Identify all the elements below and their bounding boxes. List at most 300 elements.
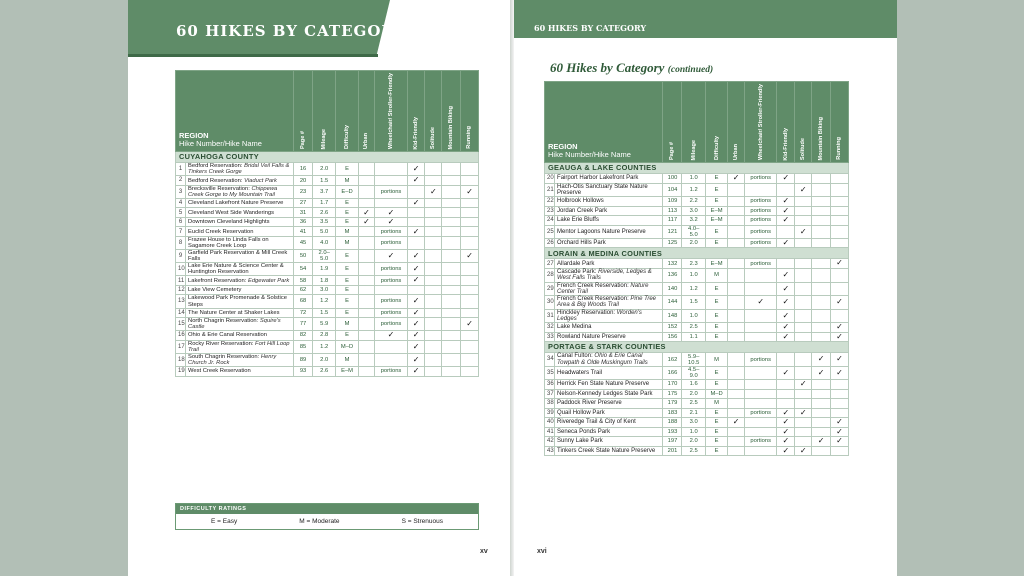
hike-name-cell	[555, 174, 663, 184]
mileage-cell: 5.9	[313, 318, 336, 331]
running-header	[514, 0, 897, 38]
hike-number: 19	[176, 367, 186, 377]
wheelchair-stroller-cell: portions	[745, 259, 777, 269]
difficulty-cell: E	[705, 296, 727, 310]
wheelchair-stroller-cell: portions	[375, 263, 407, 276]
wheelchair-stroller-cell: portions	[745, 206, 777, 216]
hike-row	[545, 309, 849, 323]
hike-number: 43	[545, 446, 555, 456]
kid-friendly-cell: ✓	[777, 366, 795, 379]
hike-name: Nelson-Kennedy Ledges State Park	[557, 390, 653, 397]
hike-name: Headwaters Trail	[557, 369, 603, 376]
hike-row	[545, 353, 849, 367]
solitude-cell	[795, 437, 812, 447]
wheelchair-stroller-cell	[375, 176, 407, 186]
mileage-cell: 5.0	[313, 227, 336, 237]
region-section-row	[545, 163, 849, 174]
left-page	[128, 0, 510, 576]
mileage-cell: 3.2	[682, 216, 705, 226]
urban-cell	[728, 446, 745, 456]
kid-friendly-cell: ✓	[407, 308, 425, 318]
hike-name: Cleveland West Side Wanderings	[188, 209, 275, 216]
column-header	[663, 82, 682, 163]
kid-friendly-cell: ✓	[777, 446, 795, 456]
running-cell	[461, 276, 479, 286]
wheelchair-stroller-cell	[745, 427, 777, 437]
running-cell: ✓	[831, 323, 849, 333]
hike-trail-name: Edgewater Park	[247, 277, 290, 284]
hike-name: Rocky River Reservation:	[188, 340, 254, 347]
difficulty-cell: E	[336, 250, 358, 263]
urban-cell	[728, 238, 745, 248]
kid-friendly-cell: ✓	[407, 276, 425, 286]
difficulty-cell: E–M	[336, 367, 358, 377]
difficulty-legend	[175, 503, 479, 530]
mileage-cell: 2.0	[313, 353, 336, 366]
hike-name: Bedford Reservation:	[188, 177, 243, 184]
mileage-cell: 4.0–5.0	[682, 225, 705, 238]
running-cell	[831, 309, 849, 323]
mileage-cell: 2.6	[313, 208, 336, 218]
mileage-cell: 1.7	[313, 198, 336, 208]
mountain-biking-cell	[812, 332, 831, 342]
mountain-biking-cell	[812, 446, 831, 456]
hike-row	[545, 389, 849, 399]
page-number-cell: 20	[294, 176, 313, 186]
hike-name: Seneca Ponds Park	[557, 428, 611, 435]
hike-name: Holbrook Hollows	[557, 198, 604, 205]
mountain-biking-cell	[442, 263, 461, 276]
wheelchair-stroller-cell: portions	[745, 437, 777, 447]
hike-name: Brecksville Reservation:	[188, 185, 250, 192]
hike-row	[176, 176, 479, 186]
mileage-cell: 2.0	[313, 163, 336, 176]
kid-friendly-cell: ✓	[407, 198, 425, 208]
hike-name: Lake Erie Bluffs	[557, 217, 599, 224]
urban-cell	[358, 295, 375, 308]
mountain-biking-cell	[442, 353, 461, 366]
banner-stripe	[128, 54, 378, 57]
kid-friendly-cell: ✓	[777, 216, 795, 226]
mileage-cell: 2.6	[313, 367, 336, 377]
mountain-biking-cell	[812, 268, 831, 282]
running-cell	[461, 340, 479, 353]
hike-name: Riveredge Trail & City of Kent	[557, 419, 636, 426]
hike-name-cell	[186, 285, 294, 295]
page-number-cell: 85	[294, 340, 313, 353]
hike-row	[176, 263, 479, 276]
hike-name-label: Hike Number/Hike Name	[179, 139, 262, 149]
hike-number: 41	[545, 427, 555, 437]
kid-friendly-cell	[777, 399, 795, 409]
urban-cell	[358, 318, 375, 331]
hike-number: 16	[176, 331, 186, 341]
kid-friendly-cell: ✓	[407, 318, 425, 331]
hike-name-cell	[555, 446, 663, 456]
hike-row	[545, 323, 849, 333]
hike-name-cell	[555, 197, 663, 207]
mileage-cell: 2.0–5.0	[313, 250, 336, 263]
solitude-cell	[795, 418, 812, 428]
wheelchair-stroller-cell	[745, 332, 777, 342]
hike-name-cell	[186, 340, 294, 353]
urban-cell	[358, 331, 375, 341]
urban-cell	[358, 198, 375, 208]
page-number-cell: 140	[663, 282, 682, 296]
difficulty-strenuous: S = Strenuous	[401, 518, 443, 525]
hike-name: The Nature Center at Shaker Lakes	[188, 309, 280, 316]
page-number-cell: 136	[663, 268, 682, 282]
region-label: REGION	[179, 131, 209, 141]
column-header-label: Wheelchair/ Stroller-Friendly	[387, 73, 394, 150]
solitude-cell	[425, 227, 442, 237]
kid-friendly-cell	[777, 380, 795, 390]
urban-cell	[358, 163, 375, 176]
urban-cell	[728, 366, 745, 379]
hike-row	[545, 238, 849, 248]
hike-row	[545, 366, 849, 379]
urban-cell	[358, 353, 375, 366]
running-cell	[461, 217, 479, 227]
hike-row	[176, 236, 479, 249]
column-header	[358, 71, 375, 152]
page-number-cell: 170	[663, 380, 682, 390]
kid-friendly-cell: ✓	[777, 174, 795, 184]
running-cell: ✓	[831, 259, 849, 269]
hike-number: 35	[545, 366, 555, 379]
difficulty-cell: E	[705, 225, 727, 238]
urban-cell	[728, 389, 745, 399]
column-header-label: Page #	[299, 131, 306, 150]
hike-trail-name: Chippewa Creek Gorge to My Mountain Trail	[188, 185, 278, 198]
page-number-cell: 121	[663, 225, 682, 238]
hike-name-cell	[555, 380, 663, 390]
hike-name-cell	[555, 296, 663, 310]
mountain-biking-cell	[442, 163, 461, 176]
kid-friendly-cell: ✓	[407, 295, 425, 308]
hike-number: 28	[545, 268, 555, 282]
mileage-cell: 2.0	[682, 437, 705, 447]
kid-friendly-cell: ✓	[777, 197, 795, 207]
hike-name-cell	[555, 225, 663, 238]
mileage-cell: 3.0	[682, 206, 705, 216]
hike-row	[176, 331, 479, 341]
urban-cell	[358, 308, 375, 318]
hike-trail-name: Squire's Castle	[188, 318, 281, 331]
kid-friendly-cell: ✓	[407, 227, 425, 237]
hike-row	[545, 296, 849, 310]
page-number-cell: 16	[294, 163, 313, 176]
column-header	[795, 82, 812, 163]
hike-number: 21	[545, 183, 555, 197]
hike-trail-name: Riverside, Ledges & West Falls Trails	[557, 268, 652, 282]
wheelchair-stroller-cell: portions	[375, 318, 407, 331]
page-number-cell: 58	[294, 276, 313, 286]
difficulty-cell: E–M	[705, 206, 727, 216]
urban-cell	[358, 367, 375, 377]
mountain-biking-cell	[442, 340, 461, 353]
mountain-biking-cell	[812, 408, 831, 418]
hike-number: 36	[545, 380, 555, 390]
hike-name-cell	[186, 198, 294, 208]
hike-name-cell	[555, 206, 663, 216]
page-number-cell: 156	[663, 332, 682, 342]
mileage-cell: 4.0	[313, 236, 336, 249]
running-cell	[461, 236, 479, 249]
hike-number: 33	[545, 332, 555, 342]
kid-friendly-cell	[777, 259, 795, 269]
hike-name-cell	[186, 353, 294, 366]
wheelchair-stroller-cell	[745, 268, 777, 282]
mileage-cell: 2.3	[682, 259, 705, 269]
difficulty-cell: E	[705, 446, 727, 456]
mountain-biking-cell	[812, 389, 831, 399]
wheelchair-stroller-cell	[375, 353, 407, 366]
kid-friendly-cell	[777, 225, 795, 238]
wheelchair-stroller-cell	[375, 198, 407, 208]
column-header	[461, 71, 479, 152]
column-header-label: Running	[466, 126, 473, 150]
difficulty-cell: E	[705, 238, 727, 248]
hike-name: Lakefront Reservation:	[188, 277, 247, 284]
running-cell	[831, 282, 849, 296]
page-number-cell: 27	[294, 198, 313, 208]
mileage-cell: 2.5	[682, 323, 705, 333]
hike-row	[545, 427, 849, 437]
urban-cell: ✓	[358, 208, 375, 218]
urban-cell	[728, 353, 745, 367]
difficulty-cell: M	[705, 353, 727, 367]
hike-name: Ohio & Erie Canal Reservation	[188, 332, 267, 339]
hike-number: 4	[176, 198, 186, 208]
hike-row	[545, 225, 849, 238]
hike-name-cell	[555, 418, 663, 428]
hike-name: French Creek Reservation:	[557, 282, 629, 289]
mountain-biking-cell	[812, 282, 831, 296]
hike-number: 39	[545, 408, 555, 418]
mountain-biking-cell	[442, 308, 461, 318]
mileage-cell: 1.2	[682, 183, 705, 197]
running-cell	[461, 285, 479, 295]
hike-name: Downtown Cleveland Highlights	[188, 219, 270, 226]
region-name: PORTAGE & STARK COUNTIES	[545, 342, 849, 353]
hike-number: 2	[176, 176, 186, 186]
subtitle-main: 60 Hikes by Category	[550, 60, 665, 75]
urban-cell	[728, 259, 745, 269]
hike-row	[545, 268, 849, 282]
page-number-cell: 62	[294, 285, 313, 295]
hike-name: Tinkers Creek State Nature Preserve	[557, 447, 656, 454]
mileage-cell: 4.5–9.0	[682, 366, 705, 379]
difficulty-cell: E	[705, 183, 727, 197]
page-subtitle	[550, 60, 713, 76]
mountain-biking-cell: ✓	[812, 437, 831, 447]
page-number-cell: 82	[294, 331, 313, 341]
difficulty-cell: M	[336, 176, 358, 186]
page-number-right: xvi	[537, 548, 547, 555]
hikes-table-left	[175, 70, 479, 377]
hike-name: Bedford Reservation:	[188, 163, 243, 170]
hike-name-cell	[186, 163, 294, 176]
running-cell	[461, 227, 479, 237]
difficulty-cell: E–M	[705, 259, 727, 269]
mileage-cell: 1.0	[682, 268, 705, 282]
hike-name: South Chagrin Reservation:	[188, 353, 260, 360]
difficulty-cell: E	[336, 295, 358, 308]
mileage-cell: 1.2	[682, 282, 705, 296]
hike-name-cell	[555, 183, 663, 197]
mountain-biking-cell	[812, 206, 831, 216]
urban-cell	[728, 197, 745, 207]
solitude-cell	[795, 399, 812, 409]
hike-row	[176, 340, 479, 353]
column-header-label: Difficulty	[343, 125, 350, 150]
running-cell	[831, 446, 849, 456]
hike-name: Herrick Fen State Nature Preserve	[557, 381, 650, 388]
hike-number: 1	[176, 163, 186, 176]
running-cell	[461, 331, 479, 341]
solitude-cell	[795, 353, 812, 367]
wheelchair-stroller-cell	[745, 399, 777, 409]
urban-cell	[358, 276, 375, 286]
region-header	[545, 82, 663, 163]
column-header	[777, 82, 795, 163]
difficulty-cell: E	[705, 427, 727, 437]
hike-row	[545, 408, 849, 418]
running-cell: ✓	[831, 437, 849, 447]
column-header-label: Running	[836, 137, 843, 161]
wheelchair-stroller-cell: portions	[745, 197, 777, 207]
mountain-biking-cell	[812, 380, 831, 390]
kid-friendly-cell: ✓	[777, 418, 795, 428]
hike-row	[176, 163, 479, 176]
hike-name-cell	[555, 309, 663, 323]
difficulty-cell: E	[705, 408, 727, 418]
column-header	[294, 71, 313, 152]
running-cell: ✓	[831, 353, 849, 367]
mileage-cell: 3.0	[682, 418, 705, 428]
hike-name-cell	[186, 308, 294, 318]
page-number-cell: 31	[294, 208, 313, 218]
mountain-biking-cell	[812, 309, 831, 323]
page-number-cell: 188	[663, 418, 682, 428]
page-number-cell: 54	[294, 263, 313, 276]
mountain-biking-cell	[812, 225, 831, 238]
running-cell	[461, 308, 479, 318]
hike-trail-name: Bridal Veil Falls & Tinkers Creek Gorge	[188, 163, 290, 176]
urban-cell	[358, 227, 375, 237]
mileage-cell: 1.2	[313, 295, 336, 308]
urban-cell	[728, 332, 745, 342]
running-cell	[461, 353, 479, 366]
hike-name: Garfield Park Reservation & Mill Creek Falls	[188, 250, 288, 263]
running-cell	[831, 399, 849, 409]
column-header	[375, 71, 407, 152]
running-cell	[461, 163, 479, 176]
table-header-row	[176, 71, 479, 152]
mountain-biking-cell	[812, 183, 831, 197]
hike-name: Canal Fulton:	[557, 353, 593, 360]
hike-name-cell	[555, 332, 663, 342]
kid-friendly-cell: ✓	[407, 176, 425, 186]
hike-name: Frazee House to Linda Falls on Sagamore Creek Loop	[188, 236, 269, 250]
page-number-cell: 41	[294, 227, 313, 237]
difficulty-cell: M	[705, 268, 727, 282]
wheelchair-stroller-cell: portions	[375, 227, 407, 237]
hike-number: 31	[545, 309, 555, 323]
mileage-cell: 2.5	[682, 446, 705, 456]
mountain-biking-cell	[442, 331, 461, 341]
hike-row	[545, 446, 849, 456]
hike-number: 8	[176, 236, 186, 249]
hike-number: 30	[545, 296, 555, 310]
page-number-cell: 132	[663, 259, 682, 269]
difficulty-cell: M	[336, 353, 358, 366]
mileage-cell: 1.0	[682, 174, 705, 184]
urban-cell	[728, 225, 745, 238]
wheelchair-stroller-cell	[375, 285, 407, 295]
hike-row	[176, 367, 479, 377]
mountain-biking-cell	[442, 250, 461, 263]
urban-cell: ✓	[358, 217, 375, 227]
hike-name-cell	[186, 185, 294, 198]
hike-name: Lake Erie Nature & Science Center & Huntington Reservation	[188, 263, 284, 276]
urban-cell	[358, 285, 375, 295]
page-number-cell: 175	[663, 389, 682, 399]
hike-name: Euclid Creek Reservation	[188, 228, 254, 235]
mountain-biking-cell	[812, 216, 831, 226]
hike-name: West Creek Reservation	[188, 368, 251, 375]
page-number-cell: 23	[294, 185, 313, 198]
hike-row	[545, 399, 849, 409]
solitude-cell	[425, 308, 442, 318]
page-number-cell: 117	[663, 216, 682, 226]
running-cell	[831, 197, 849, 207]
mileage-cell: 1.2	[313, 340, 336, 353]
running-cell	[461, 208, 479, 218]
kid-friendly-cell: ✓	[777, 309, 795, 323]
solitude-cell	[795, 268, 812, 282]
urban-cell	[728, 216, 745, 226]
hike-number: 10	[176, 263, 186, 276]
urban-cell	[358, 185, 375, 198]
region-name: CUYAHOGA COUNTY	[176, 152, 479, 163]
difficulty-title: DIFFICULTY RATINGS	[176, 504, 478, 514]
hike-name-cell	[186, 176, 294, 186]
urban-cell	[728, 437, 745, 447]
solitude-cell	[795, 309, 812, 323]
hike-number: 7	[176, 227, 186, 237]
kid-friendly-cell: ✓	[407, 250, 425, 263]
solitude-cell	[795, 216, 812, 226]
column-header	[407, 71, 425, 152]
urban-cell: ✓	[728, 418, 745, 428]
difficulty-cell: E	[336, 276, 358, 286]
page-number-cell: 193	[663, 427, 682, 437]
hike-name: Rowland Nature Preserve	[557, 333, 626, 340]
mileage-cell: 2.5	[682, 399, 705, 409]
running-cell	[831, 238, 849, 248]
wheelchair-stroller-cell	[745, 309, 777, 323]
hike-number: 25	[545, 225, 555, 238]
hike-trail-name: Ohio & Erie Canal Towpath & Olde Muskingum Trails	[557, 353, 648, 366]
mileage-cell: 2.0	[682, 389, 705, 399]
wheelchair-stroller-cell	[745, 389, 777, 399]
wheelchair-stroller-cell: portions	[745, 174, 777, 184]
page-number-cell: 113	[663, 206, 682, 216]
running-cell	[461, 295, 479, 308]
running-cell	[461, 176, 479, 186]
